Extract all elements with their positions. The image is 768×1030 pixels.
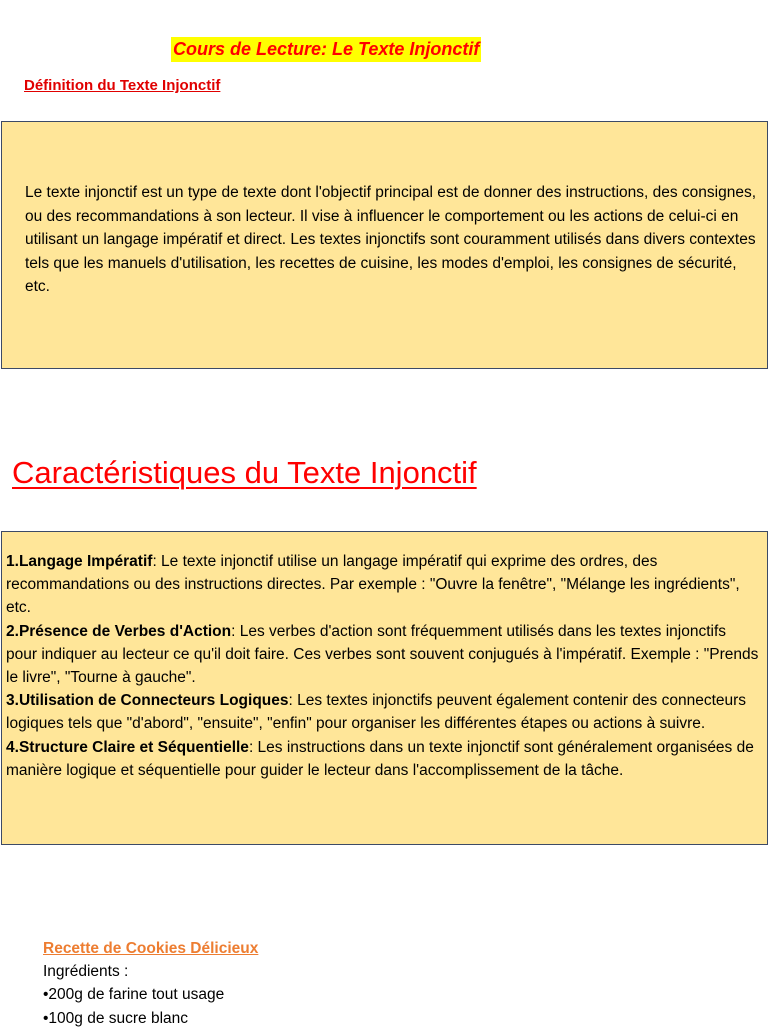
definition-box: [1, 121, 768, 369]
characteristics-box: [1, 531, 768, 845]
item-number: 4.: [6, 738, 19, 756]
item-title: Langage Impératif: [18, 553, 153, 570]
ingredients-label: Ingrédients :: [43, 963, 129, 981]
characteristics-heading: Caractéristiques du Texte Injonctif: [12, 455, 477, 490]
item-text: : Les verbes d'action sont fréquemment utilisés dans les textes injonctifs pour indiquer au lecteur ce qu'il doit faire. Ces verbes sont souvent conjugués à l'impératif. Exemple : "Prends le livre", "Tourne à gauche".: [6, 622, 759, 687]
characteristics-list: [6, 550, 761, 782]
item-text: : Le texte injonctif utilise un langage impératif qui exprime des ordres, des recommandations ou des instructions directes. Par exemple : "Ouvre la fenêtre", "Mélange les ingrédients", etc.: [6, 553, 740, 617]
item-text: : Les instructions dans un texte injonctif sont généralement organisées de manière logique et séquentielle pour guider le lecteur dans l'accomplissement de la tâche.: [6, 738, 754, 779]
definition-heading: Définition du Texte Injonctif: [24, 77, 221, 94]
list-item: [6, 736, 761, 782]
item-title: Présence de Verbes d'Action: [18, 622, 232, 640]
item-number: 1.: [6, 553, 19, 570]
ingredient-item: •100g de sucre blanc: [43, 1009, 189, 1027]
recipe-section: [43, 937, 258, 1030]
item-number: 3.: [6, 692, 19, 710]
list-item: [6, 689, 761, 735]
list-item: [6, 620, 761, 690]
definition-text: Le texte injonctif est un type de texte dont l'objectif principal est de donner des instructions, des consignes, ou des recommandations à son lecteur. Il vise à influencer le comportement ou les actions de celui-ci en utilisant un langage impératif et direct. Les textes injonctifs sont couramment utilisés dans divers contextes tels que les manuels d'utilisation, les recettes de cuisine, les modes d'emploi, les consignes de sécurité, etc.: [25, 184, 757, 295]
item-text: : Les textes injonctifs peuvent également contenir des connecteurs logiques tels que "d'abord", "ensuite", "enfin" pour organiser les différentes étapes ou actions à suivre.: [6, 692, 747, 733]
item-number: 2.: [6, 622, 19, 640]
list-item: [6, 550, 761, 620]
item-title: Structure Claire et Séquentielle: [18, 738, 249, 756]
recipe-title: Recette de Cookies Délicieux: [43, 940, 259, 957]
item-title: Utilisation de Connecteurs Logiques: [18, 692, 289, 710]
page-title: Cours de Lecture: Le Texte Injonctif: [171, 37, 481, 62]
ingredient-item: •200g de farine tout usage: [43, 986, 225, 1004]
